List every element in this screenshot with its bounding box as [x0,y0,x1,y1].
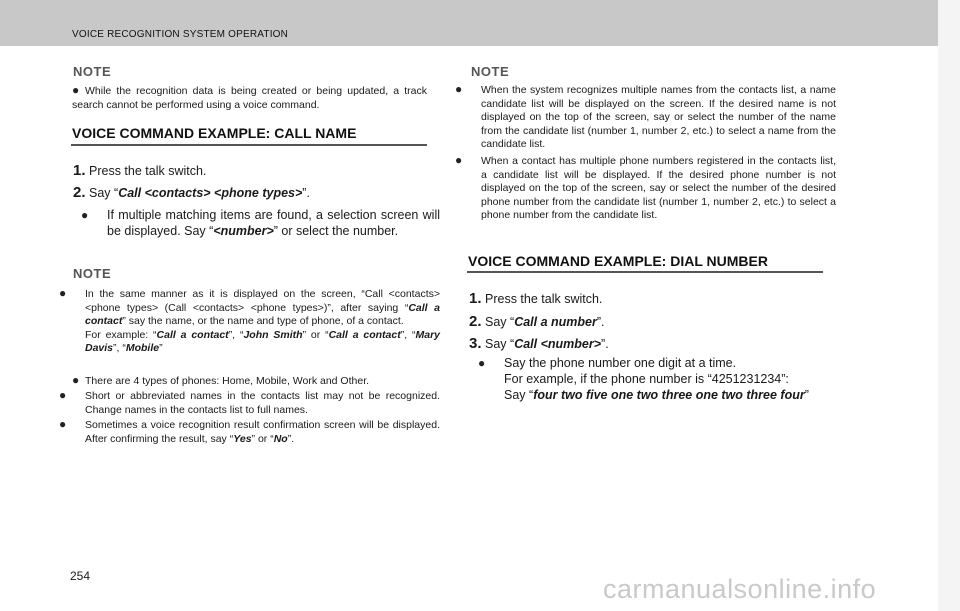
step-2-detail: ● If multiple matching items are found, a selection screen will be displayed. Say “<number>” or select the number. [81,208,440,238]
bullet-icon: ● [59,286,67,300]
step-2: 2. Say “Call <contacts> <phone types>”. [73,184,310,201]
right-margin-strip [938,0,960,611]
note-label: NOTE [471,64,510,79]
step-3-detail: ● Say the phone number one digit at a time. For example, if the phone number is “4251231234”: Say “four two five one two three one two three four” [478,356,809,402]
note-bullet: ● When the system recognizes multiple names from the contacts list, a name candidate list will be displayed on the screen. If the desired name is not displayed on the top of the screen, say or select the number of the name from the candidate list (number 1, number 2, etc.) to select a name from the candidate list. [455,82,836,150]
bullet-icon: ● [478,356,486,370]
bullet-icon: ● [455,82,463,96]
note-bullet: ● There are 4 types of phones: Home, Mobile, Work and Other. [72,373,370,387]
note-label: NOTE [73,266,112,281]
page-number: 254 [70,569,91,583]
note-bullet: ● Sometimes a voice recognition result confirmation screen will be displayed. After confirming the result, say “Yes” or “No”. [59,417,440,445]
step-2: 2. Say “Call a number”. [469,313,605,330]
bullet-icon: ● [72,373,80,387]
heading-rule [71,144,427,146]
bullet-icon: ● [72,83,80,97]
bullet-icon: ● [81,208,89,222]
bullet-icon: ● [59,417,67,431]
note-bullet: ● When a contact has multiple phone numbers registered in the contacts list, a candidate list will be displayed. If the desired phone number is not displayed on the top of the screen, say or select the number of the desired phone number from the candidate list (number 1, number 2, etc.) to select a phone number from the candidate list. [455,153,836,221]
bullet-icon: ● [455,153,463,167]
header-title: VOICE RECOGNITION SYSTEM OPERATION [72,29,289,40]
bullet-icon: ● [59,388,67,402]
heading-rule [467,271,823,273]
note-bullet: ● In the same manner as it is displayed on the screen, “Call <contacts> <phone types> (Call <contacts> <phone types>)”, after saying “Call a contact” say the name, or the name and type of phone, of a contact. For example: “Call a contact”, “John Smith” or “Call a contact”, “Mary Davis”, “Mobile” [59,286,441,354]
section-heading: VOICE COMMAND EXAMPLE: CALL NAME [72,125,357,141]
step-1: 1. Press the talk switch. [73,162,207,179]
watermark: carmanualsonline.info [603,574,877,604]
section-heading: VOICE COMMAND EXAMPLE: DIAL NUMBER [468,253,768,269]
page-header [0,0,938,46]
note-bullet: ● While the recognition data is being created or being updated, a track search cannot be performed using a voice command. [72,83,427,111]
note-bullet: ● Short or abbreviated names in the contacts list may not be recognized. Change names in the contacts list to full names. [59,388,440,416]
note-label: NOTE [73,64,112,79]
step-1: 1. Press the talk switch. [469,290,603,307]
step-3: 3. Say “Call <number>”. [469,335,609,352]
